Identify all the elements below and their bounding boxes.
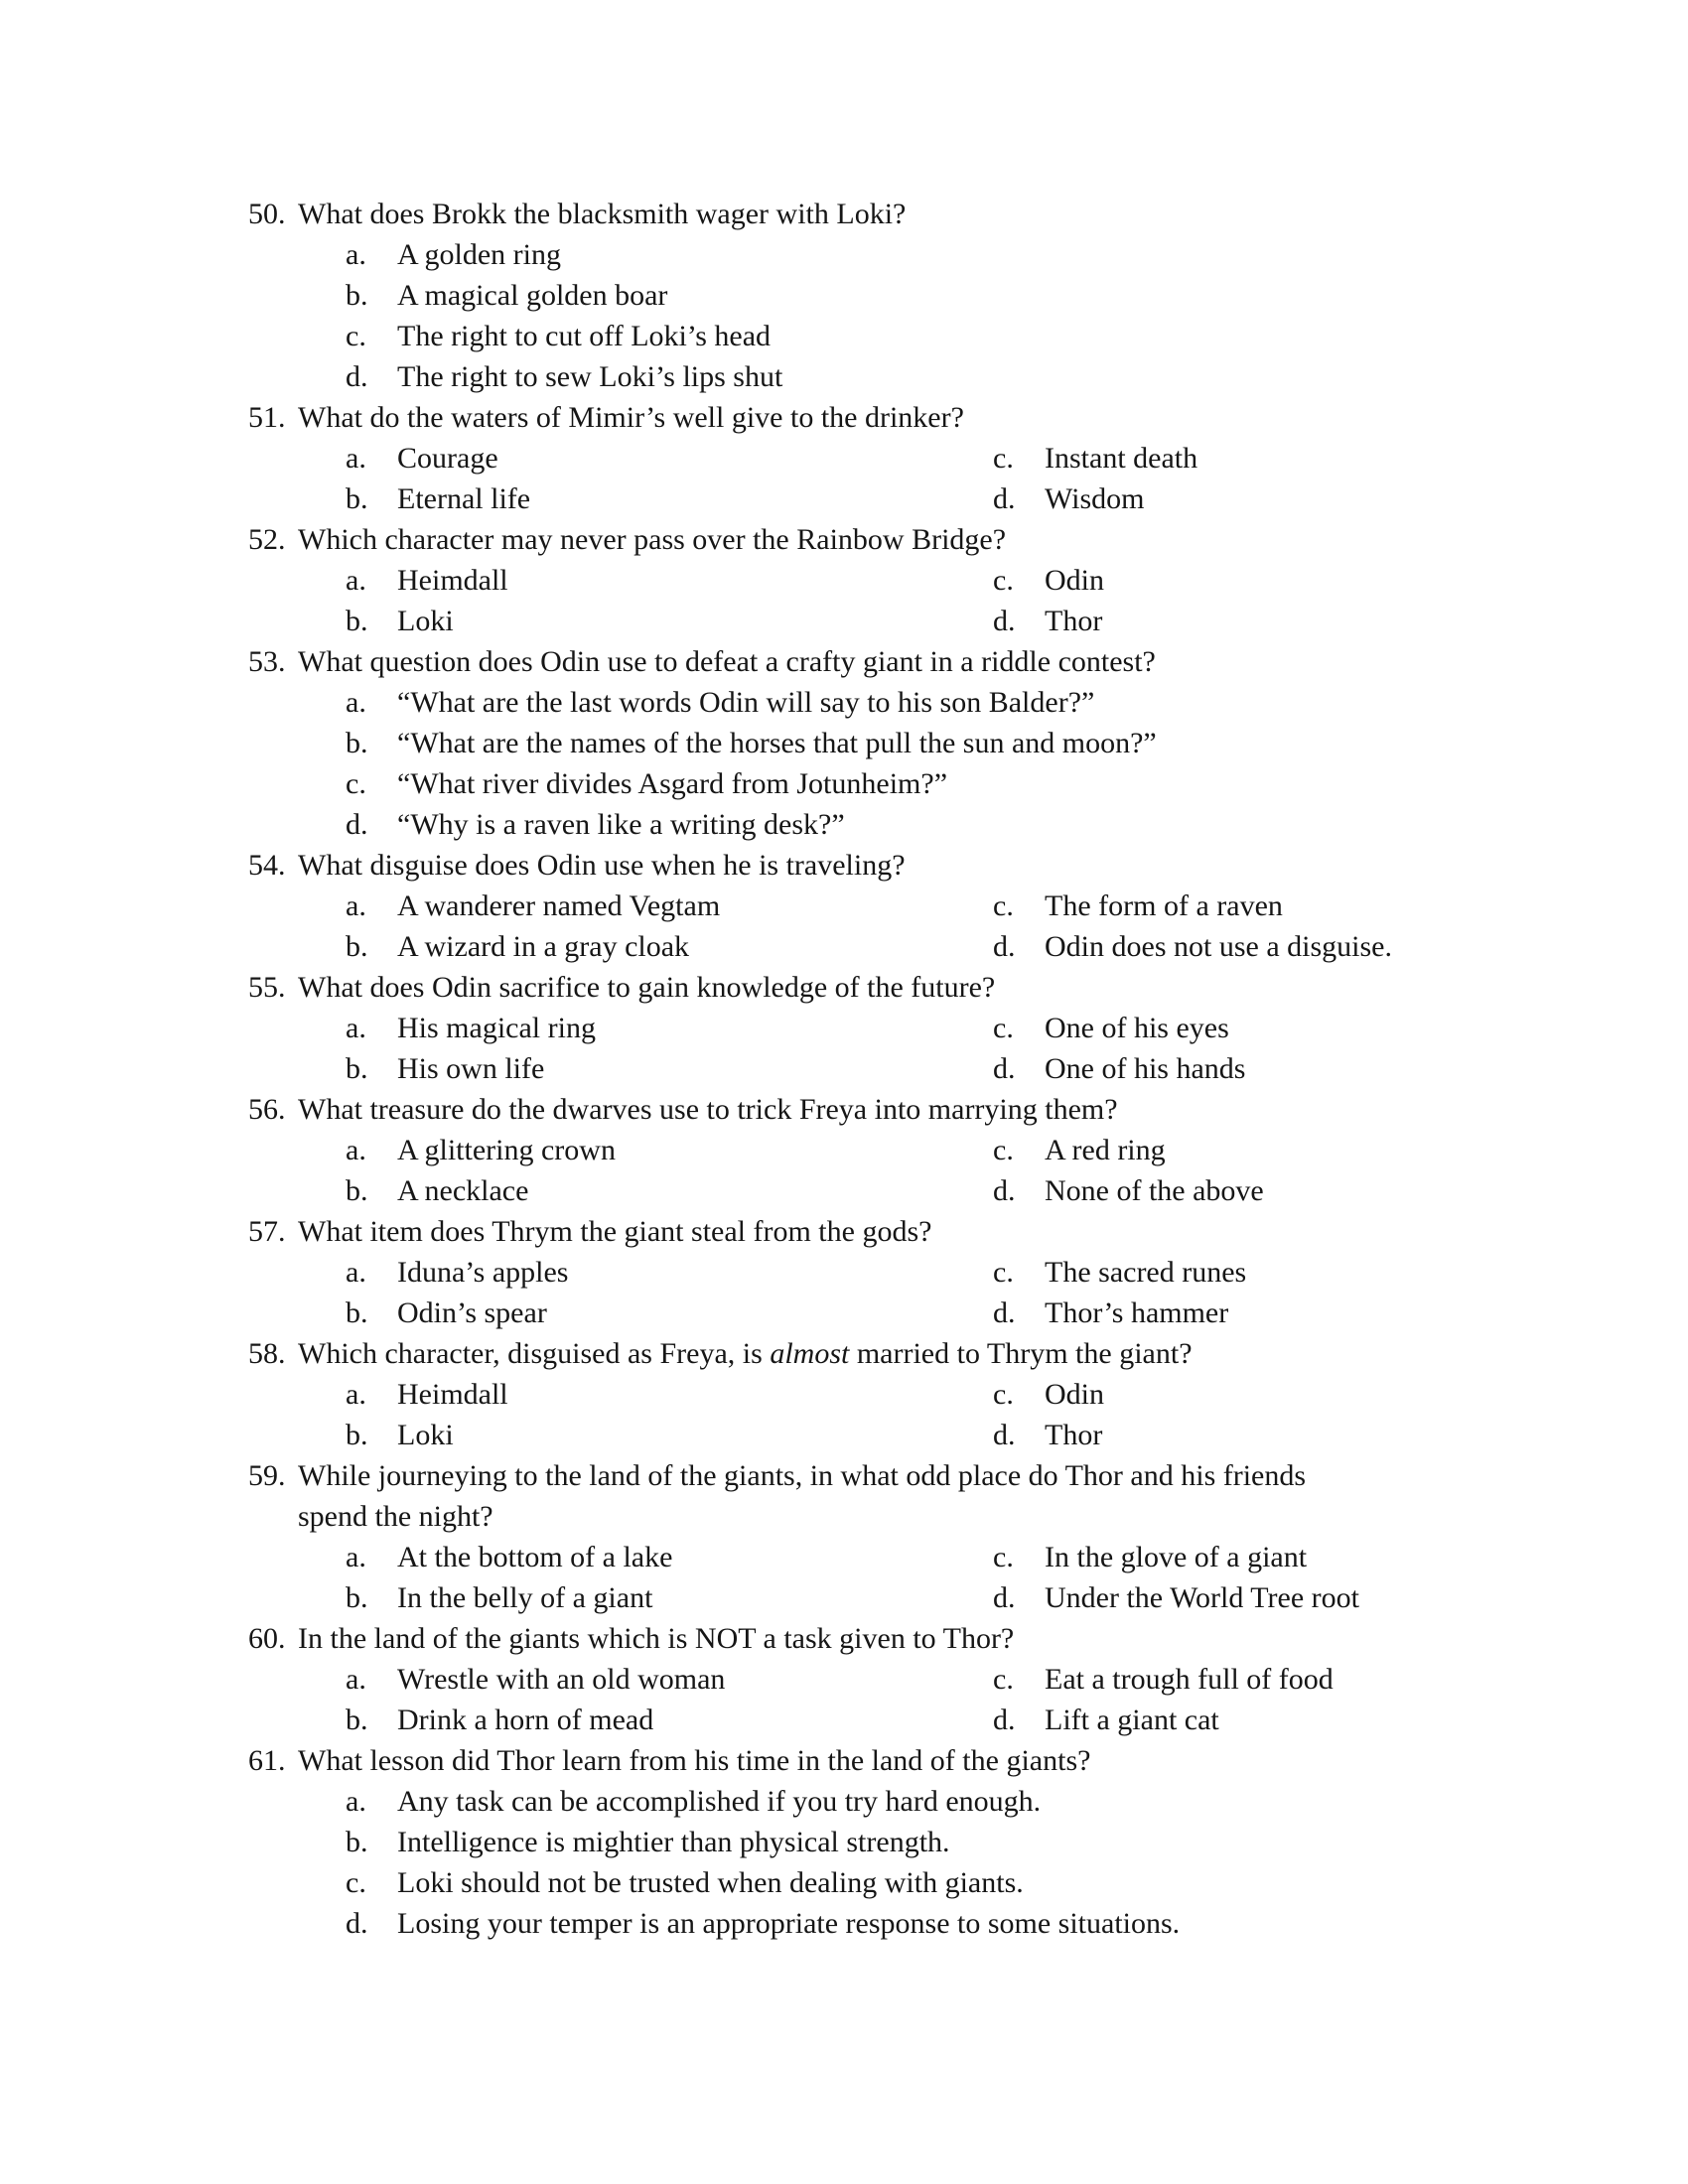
question-54 [248, 845, 1569, 967]
option-text: A red ring [1045, 1134, 1166, 1166]
question-heading [248, 1211, 1569, 1252]
option-letter: b. [346, 279, 368, 312]
option-letter: c. [993, 564, 1014, 597]
option-text: Eat a trough full of food [1045, 1663, 1334, 1696]
option-letter: a. [346, 1012, 366, 1044]
option-55b [346, 1048, 993, 1089]
question-number: 60. [248, 1622, 286, 1655]
question-text-segment: What treasure do the dwarves use to trick Freya into marrying them? [298, 1093, 1118, 1126]
question-58 [248, 1333, 1569, 1455]
option-letter: d. [993, 1704, 1016, 1736]
option-53b [346, 723, 1569, 763]
options-stacked [346, 1781, 1569, 1944]
option-letter: c. [993, 1134, 1014, 1166]
question-text [298, 1211, 1524, 1252]
question-heading [248, 194, 1569, 234]
option-letter: a. [346, 889, 366, 922]
question-57 [248, 1211, 1569, 1333]
question-heading [248, 397, 1569, 438]
options-stacked [346, 682, 1569, 845]
option-52a [346, 560, 993, 601]
question-number: 52. [248, 523, 286, 556]
question-55 [248, 967, 1569, 1089]
option-letter: c. [346, 767, 366, 800]
option-text: Wrestle with an old woman [397, 1663, 726, 1696]
question-53 [248, 641, 1569, 845]
question-text [298, 397, 1524, 438]
option-letter: a. [346, 238, 366, 271]
question-text [298, 1333, 1524, 1374]
option-56c [993, 1130, 1569, 1170]
question-text-segment: While journeying to the land of the giants, in what odd place do Thor and his friends [298, 1459, 1307, 1492]
option-text: Drink a horn of mead [397, 1704, 654, 1736]
option-51d [993, 478, 1569, 519]
option-letter: d. [993, 1052, 1016, 1085]
option-54a [346, 886, 993, 926]
option-text: Any task can be accomplished if you try hard enough. [397, 1785, 1042, 1818]
option-letter: c. [993, 1256, 1014, 1289]
options-two-column [346, 1537, 1569, 1618]
option-61c [346, 1862, 1569, 1903]
option-61a [346, 1781, 1569, 1822]
question-number: 53. [248, 645, 286, 678]
option-50d [346, 356, 1569, 397]
options-two-column [346, 1374, 1569, 1455]
option-54b [346, 926, 993, 967]
question-heading [248, 1089, 1569, 1130]
option-text: His magical ring [397, 1012, 596, 1044]
option-60a [346, 1659, 993, 1700]
option-61d [346, 1903, 1569, 1944]
option-text: A wanderer named Vegtam [397, 889, 721, 922]
question-number: 59. [248, 1459, 286, 1492]
option-letter: d. [993, 605, 1016, 637]
question-number: 55. [248, 971, 286, 1004]
option-61b [346, 1822, 1569, 1862]
option-letter: c. [993, 1541, 1014, 1573]
question-text [298, 967, 1524, 1008]
question-60 [248, 1618, 1569, 1740]
option-60d [993, 1700, 1569, 1740]
question-number: 50. [248, 198, 286, 230]
option-58d [993, 1415, 1569, 1455]
option-text: Thor [1045, 1419, 1103, 1451]
option-text: Heimdall [397, 564, 508, 597]
question-text-segment: What item does Thrym the giant steal from the gods? [298, 1215, 932, 1248]
option-59a [346, 1537, 993, 1577]
option-letter: a. [346, 1378, 366, 1411]
option-57d [993, 1293, 1569, 1333]
option-letter: a. [346, 1541, 366, 1573]
question-text [298, 194, 1524, 234]
option-letter: b. [346, 1704, 368, 1736]
option-letter: a. [346, 442, 366, 475]
option-text: Odin [1045, 564, 1104, 597]
option-letter: a. [346, 564, 366, 597]
option-51b [346, 478, 993, 519]
option-letter: d. [993, 1419, 1016, 1451]
question-heading [248, 967, 1569, 1008]
option-letter: c. [346, 320, 366, 352]
question-list [248, 194, 1569, 1944]
option-51c [993, 438, 1569, 478]
question-text-segment: What does Brokk the blacksmith wager with Loki? [298, 198, 907, 230]
question-text-segment: Which character may never pass over the Rainbow Bridge? [298, 523, 1007, 556]
options-two-column [346, 560, 1569, 641]
option-text: One of his eyes [1045, 1012, 1229, 1044]
option-letter: c. [346, 1866, 366, 1899]
option-text: Losing your temper is an appropriate response to some situations. [397, 1907, 1181, 1940]
option-58c [993, 1374, 1569, 1415]
question-heading [248, 1740, 1569, 1781]
option-text: In the belly of a giant [397, 1581, 653, 1614]
question-text-italic-segment: almost [770, 1337, 850, 1370]
options-two-column [346, 1130, 1569, 1211]
question-52 [248, 519, 1569, 641]
option-letter: c. [993, 889, 1014, 922]
option-55c [993, 1008, 1569, 1048]
option-text: His own life [397, 1052, 545, 1085]
option-59b [346, 1577, 993, 1618]
option-letter: c. [993, 1012, 1014, 1044]
option-text: Iduna’s apples [397, 1256, 569, 1289]
option-letter: a. [346, 1256, 366, 1289]
option-text: The right to sew Loki’s lips shut [397, 360, 783, 393]
question-text [298, 1089, 1524, 1130]
option-letter: b. [346, 1297, 368, 1329]
option-letter: b. [346, 1581, 368, 1614]
question-text-segment: What question does Odin use to defeat a crafty giant in a riddle contest? [298, 645, 1156, 678]
option-text: Courage [397, 442, 498, 475]
option-text: Intelligence is mightier than physical strength. [397, 1826, 950, 1858]
option-text: Under the World Tree root [1045, 1581, 1359, 1614]
option-letter: a. [346, 686, 366, 719]
question-heading [248, 1618, 1569, 1659]
question-51 [248, 397, 1569, 519]
option-letter: d. [993, 482, 1016, 515]
option-letter: b. [346, 1174, 368, 1207]
question-heading [248, 519, 1569, 560]
question-61 [248, 1740, 1569, 1944]
options-stacked [346, 234, 1569, 397]
option-letter: d. [993, 1297, 1016, 1329]
option-55a [346, 1008, 993, 1048]
option-letter: d. [993, 1581, 1016, 1614]
question-number: 57. [248, 1215, 286, 1248]
option-60b [346, 1700, 993, 1740]
question-text [298, 845, 1524, 886]
option-letter: d. [346, 808, 368, 841]
option-text: A glittering crown [397, 1134, 616, 1166]
option-51a [346, 438, 993, 478]
option-text: Instant death [1045, 442, 1198, 475]
question-number: 54. [248, 849, 286, 882]
question-heading [248, 641, 1569, 682]
option-letter: b. [346, 1419, 368, 1451]
question-number: 61. [248, 1744, 286, 1777]
option-text: Wisdom [1045, 482, 1145, 515]
question-text [298, 1740, 1524, 1781]
option-59d [993, 1577, 1569, 1618]
question-50 [248, 194, 1569, 397]
option-text: The sacred runes [1045, 1256, 1247, 1289]
question-heading [248, 1455, 1569, 1537]
options-two-column [346, 1252, 1569, 1333]
option-56d [993, 1170, 1569, 1211]
option-52d [993, 601, 1569, 641]
option-text: The right to cut off Loki’s head [397, 320, 772, 352]
question-heading [248, 845, 1569, 886]
option-text: At the bottom of a lake [397, 1541, 673, 1573]
option-text: Thor [1045, 605, 1103, 637]
option-55d [993, 1048, 1569, 1089]
option-52b [346, 601, 993, 641]
question-text [298, 1455, 1524, 1537]
option-text: “What river divides Asgard from Jotunheim?” [397, 767, 948, 800]
option-text: “Why is a raven like a writing desk?” [397, 808, 845, 841]
option-text: “What are the last words Odin will say to his son Balder?” [397, 686, 1095, 719]
option-letter: b. [346, 605, 368, 637]
option-text: One of his hands [1045, 1052, 1246, 1085]
option-letter: d. [993, 1174, 1016, 1207]
option-text: Loki should not be trusted when dealing with giants. [397, 1866, 1024, 1899]
option-text: Odin [1045, 1378, 1104, 1411]
question-text [298, 1618, 1524, 1659]
question-text-segment: What do the waters of Mimir’s well give to the drinker? [298, 401, 964, 434]
question-text-segment: Which character, disguised as Freya, is [298, 1337, 771, 1370]
option-53d [346, 804, 1569, 845]
option-letter: d. [346, 360, 368, 393]
option-50b [346, 275, 1569, 316]
option-letter: b. [346, 930, 368, 963]
option-50c [346, 316, 1569, 356]
option-60c [993, 1659, 1569, 1700]
option-letter: a. [346, 1663, 366, 1696]
option-text: Odin does not use a disguise. [1045, 930, 1392, 963]
option-text: Odin’s spear [397, 1297, 547, 1329]
question-59 [248, 1455, 1569, 1618]
question-number: 56. [248, 1093, 286, 1126]
options-two-column [346, 1659, 1569, 1740]
option-56b [346, 1170, 993, 1211]
question-heading [248, 1333, 1569, 1374]
option-text: A golden ring [397, 238, 561, 271]
option-letter: d. [993, 930, 1016, 963]
option-letter: a. [346, 1134, 366, 1166]
option-58a [346, 1374, 993, 1415]
question-text-segment: married to Thrym the giant? [849, 1337, 1193, 1370]
option-letter: d. [346, 1907, 368, 1940]
option-letter: c. [993, 1663, 1014, 1696]
options-two-column [346, 1008, 1569, 1089]
question-text-segment: In the land of the giants which is NOT a task given to Thor? [298, 1622, 1015, 1655]
question-number: 58. [248, 1337, 286, 1370]
option-text: A magical golden boar [397, 279, 668, 312]
option-letter: a. [346, 1785, 366, 1818]
question-text-segment: What disguise does Odin use when he is traveling? [298, 849, 906, 882]
option-letter: c. [993, 442, 1014, 475]
question-text-segment: spend the night? [298, 1500, 493, 1533]
option-letter: c. [993, 1378, 1014, 1411]
option-text: Thor’s hammer [1045, 1297, 1229, 1329]
option-56a [346, 1130, 993, 1170]
option-text: A wizard in a gray cloak [397, 930, 690, 963]
option-58b [346, 1415, 993, 1455]
question-text [298, 519, 1524, 560]
question-text [298, 641, 1524, 682]
option-letter: b. [346, 1052, 368, 1085]
question-text-segment: What lesson did Thor learn from his time in the land of the giants? [298, 1744, 1091, 1777]
option-52c [993, 560, 1569, 601]
option-59c [993, 1537, 1569, 1577]
option-54d [993, 926, 1569, 967]
option-text: In the glove of a giant [1045, 1541, 1308, 1573]
option-text: Lift a giant cat [1045, 1704, 1219, 1736]
option-53c [346, 763, 1569, 804]
option-text: Eternal life [397, 482, 531, 515]
option-text: The form of a raven [1045, 889, 1283, 922]
option-text: Loki [397, 1419, 454, 1451]
option-text: Heimdall [397, 1378, 508, 1411]
question-56 [248, 1089, 1569, 1211]
option-text: A necklace [397, 1174, 529, 1207]
question-text-segment: What does Odin sacrifice to gain knowledge of the future? [298, 971, 996, 1004]
option-50a [346, 234, 1569, 275]
option-text: Loki [397, 605, 454, 637]
option-57a [346, 1252, 993, 1293]
option-text: “What are the names of the horses that pull the sun and moon?” [397, 727, 1157, 759]
option-57b [346, 1293, 993, 1333]
option-53a [346, 682, 1569, 723]
option-letter: b. [346, 1826, 368, 1858]
option-letter: b. [346, 727, 368, 759]
options-two-column [346, 886, 1569, 967]
option-letter: b. [346, 482, 368, 515]
option-57c [993, 1252, 1569, 1293]
option-text: None of the above [1045, 1174, 1264, 1207]
options-two-column [346, 438, 1569, 519]
option-54c [993, 886, 1569, 926]
question-number: 51. [248, 401, 286, 434]
